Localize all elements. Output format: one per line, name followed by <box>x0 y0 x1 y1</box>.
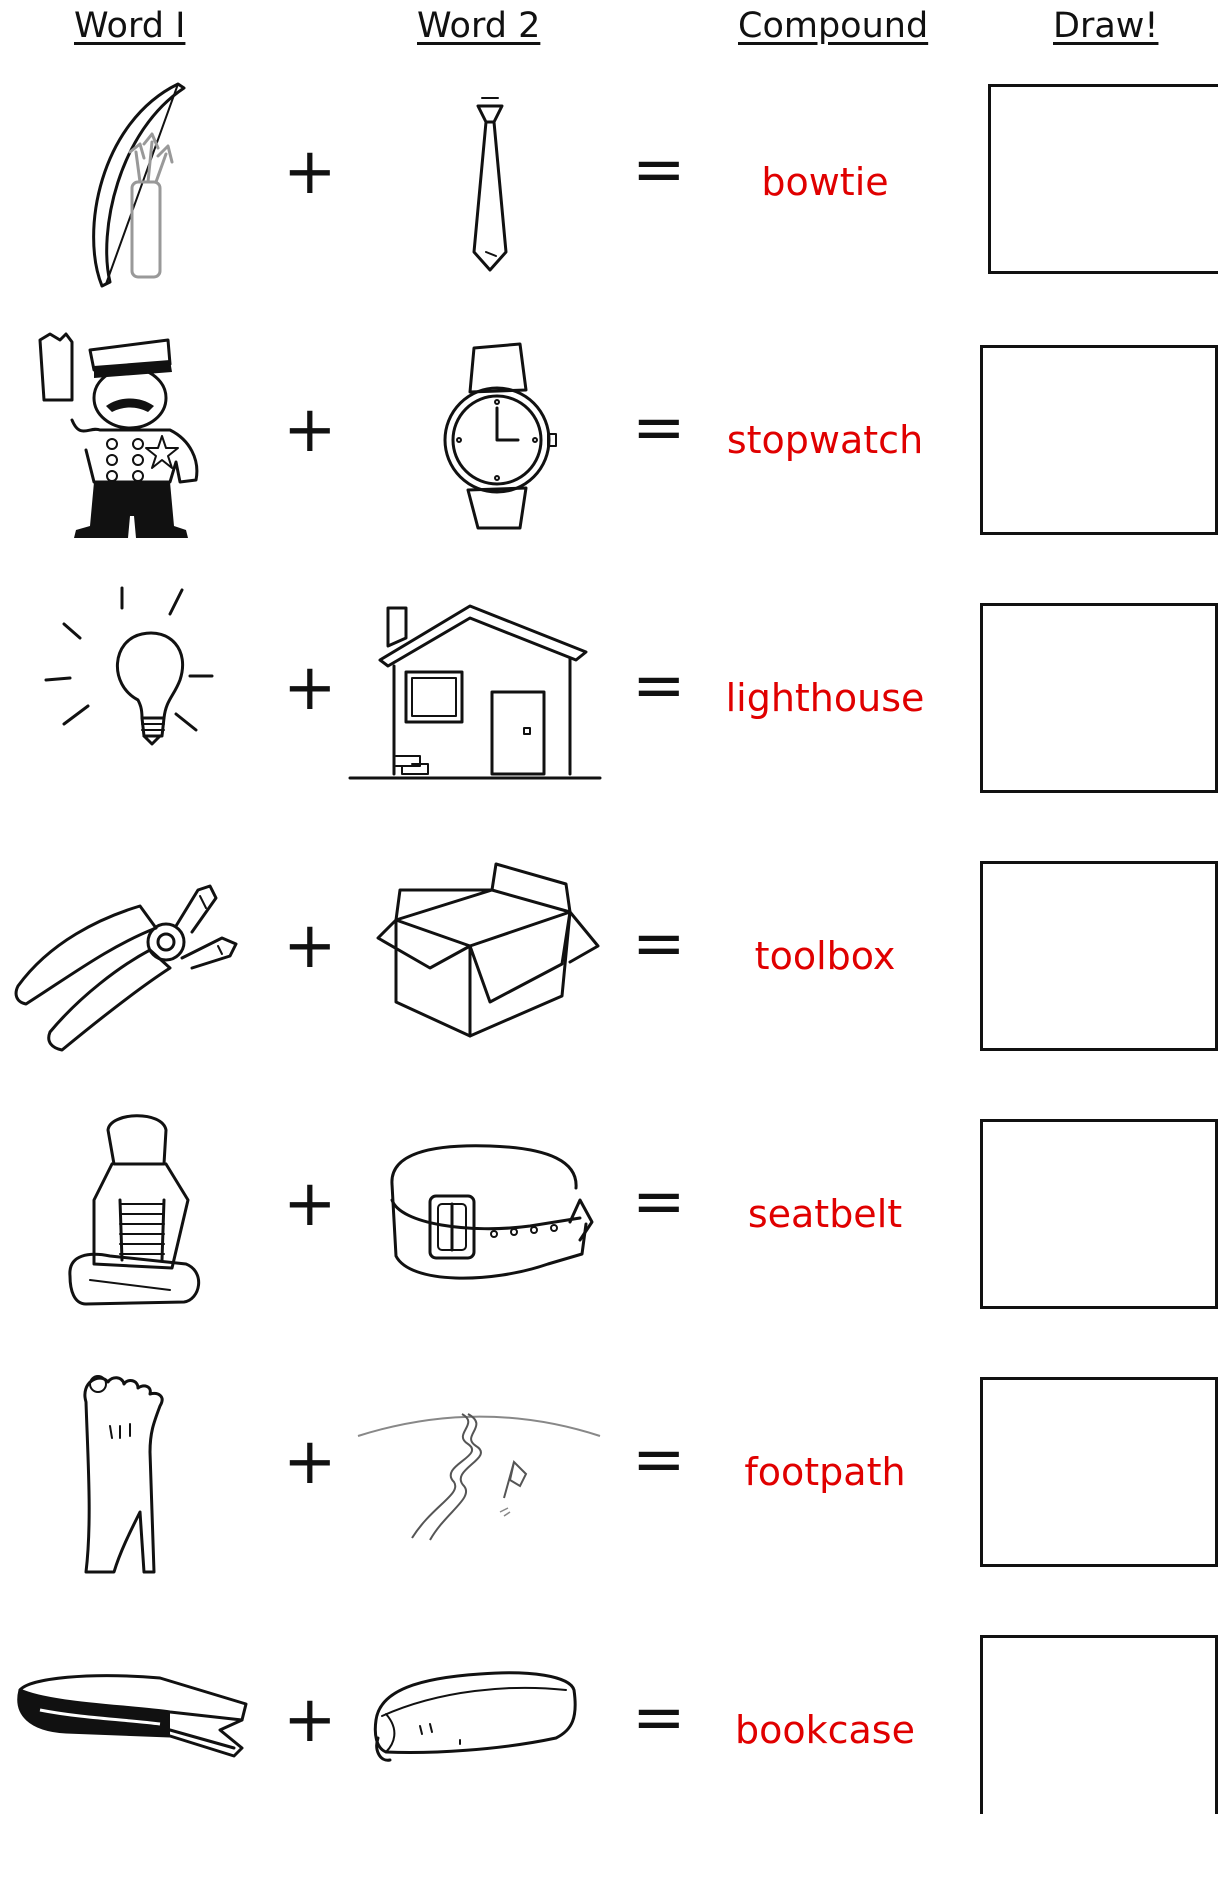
compound-answer: seatbelt <box>747 1192 903 1236</box>
belt-icon <box>370 1104 630 1344</box>
compound-answer: footpath <box>744 1450 906 1494</box>
wristwatch-icon <box>370 330 630 570</box>
bow-and-arrows-icon <box>40 72 300 312</box>
compound-answer: bowtie <box>761 160 889 204</box>
equals-sign: = <box>632 133 686 207</box>
police-officer-stop-icon <box>20 330 280 570</box>
plus-sign: + <box>283 1425 337 1499</box>
car-seat-icon <box>50 1104 310 1344</box>
header-compound: Compound <box>738 6 929 46</box>
necktie-icon <box>370 72 630 312</box>
open-box-icon <box>370 846 630 1086</box>
foot-icon <box>60 1362 320 1602</box>
draw-box[interactable] <box>980 1635 1218 1814</box>
equals-sign: = <box>632 1165 686 1239</box>
draw-box[interactable] <box>980 861 1218 1051</box>
draw-box[interactable] <box>980 603 1218 793</box>
compound-answer: lighthouse <box>725 676 925 720</box>
row-stopwatch <box>0 330 1218 587</box>
compound-answer: stopwatch <box>726 418 924 462</box>
equals-sign: = <box>632 907 686 981</box>
row-bowtie <box>0 72 1218 329</box>
equals-sign: = <box>632 1423 686 1497</box>
row-lighthouse <box>0 588 1218 845</box>
row-footpath <box>0 1362 1218 1619</box>
draw-box[interactable] <box>980 345 1218 535</box>
header-draw: Draw! <box>1053 6 1159 46</box>
row-seatbelt <box>0 1104 1218 1361</box>
plus-sign: + <box>283 651 337 725</box>
plus-sign: + <box>283 393 337 467</box>
draw-box[interactable] <box>988 84 1218 274</box>
plus-sign: + <box>283 909 337 983</box>
winding-path-icon <box>350 1362 610 1602</box>
header-word1: Word I <box>74 6 186 46</box>
lightbulb-icon <box>40 588 300 828</box>
draw-box[interactable] <box>980 1377 1218 1567</box>
plus-sign: + <box>283 1683 337 1757</box>
equals-sign: = <box>632 391 686 465</box>
house-icon <box>350 588 610 828</box>
book-icon <box>10 1620 270 1860</box>
equals-sign: = <box>632 1681 686 1755</box>
compound-answer: toolbox <box>754 934 896 978</box>
pliers-icon <box>10 846 270 1086</box>
draw-box[interactable] <box>980 1119 1218 1309</box>
row-bookcase <box>0 1620 1218 1877</box>
row-toolbox <box>0 846 1218 1103</box>
equals-sign: = <box>632 649 686 723</box>
plus-sign: + <box>283 1167 337 1241</box>
header-word2: Word 2 <box>417 6 541 46</box>
plus-sign: + <box>283 135 337 209</box>
compound-answer: bookcase <box>735 1708 915 1752</box>
pencil-case-icon <box>360 1620 620 1860</box>
